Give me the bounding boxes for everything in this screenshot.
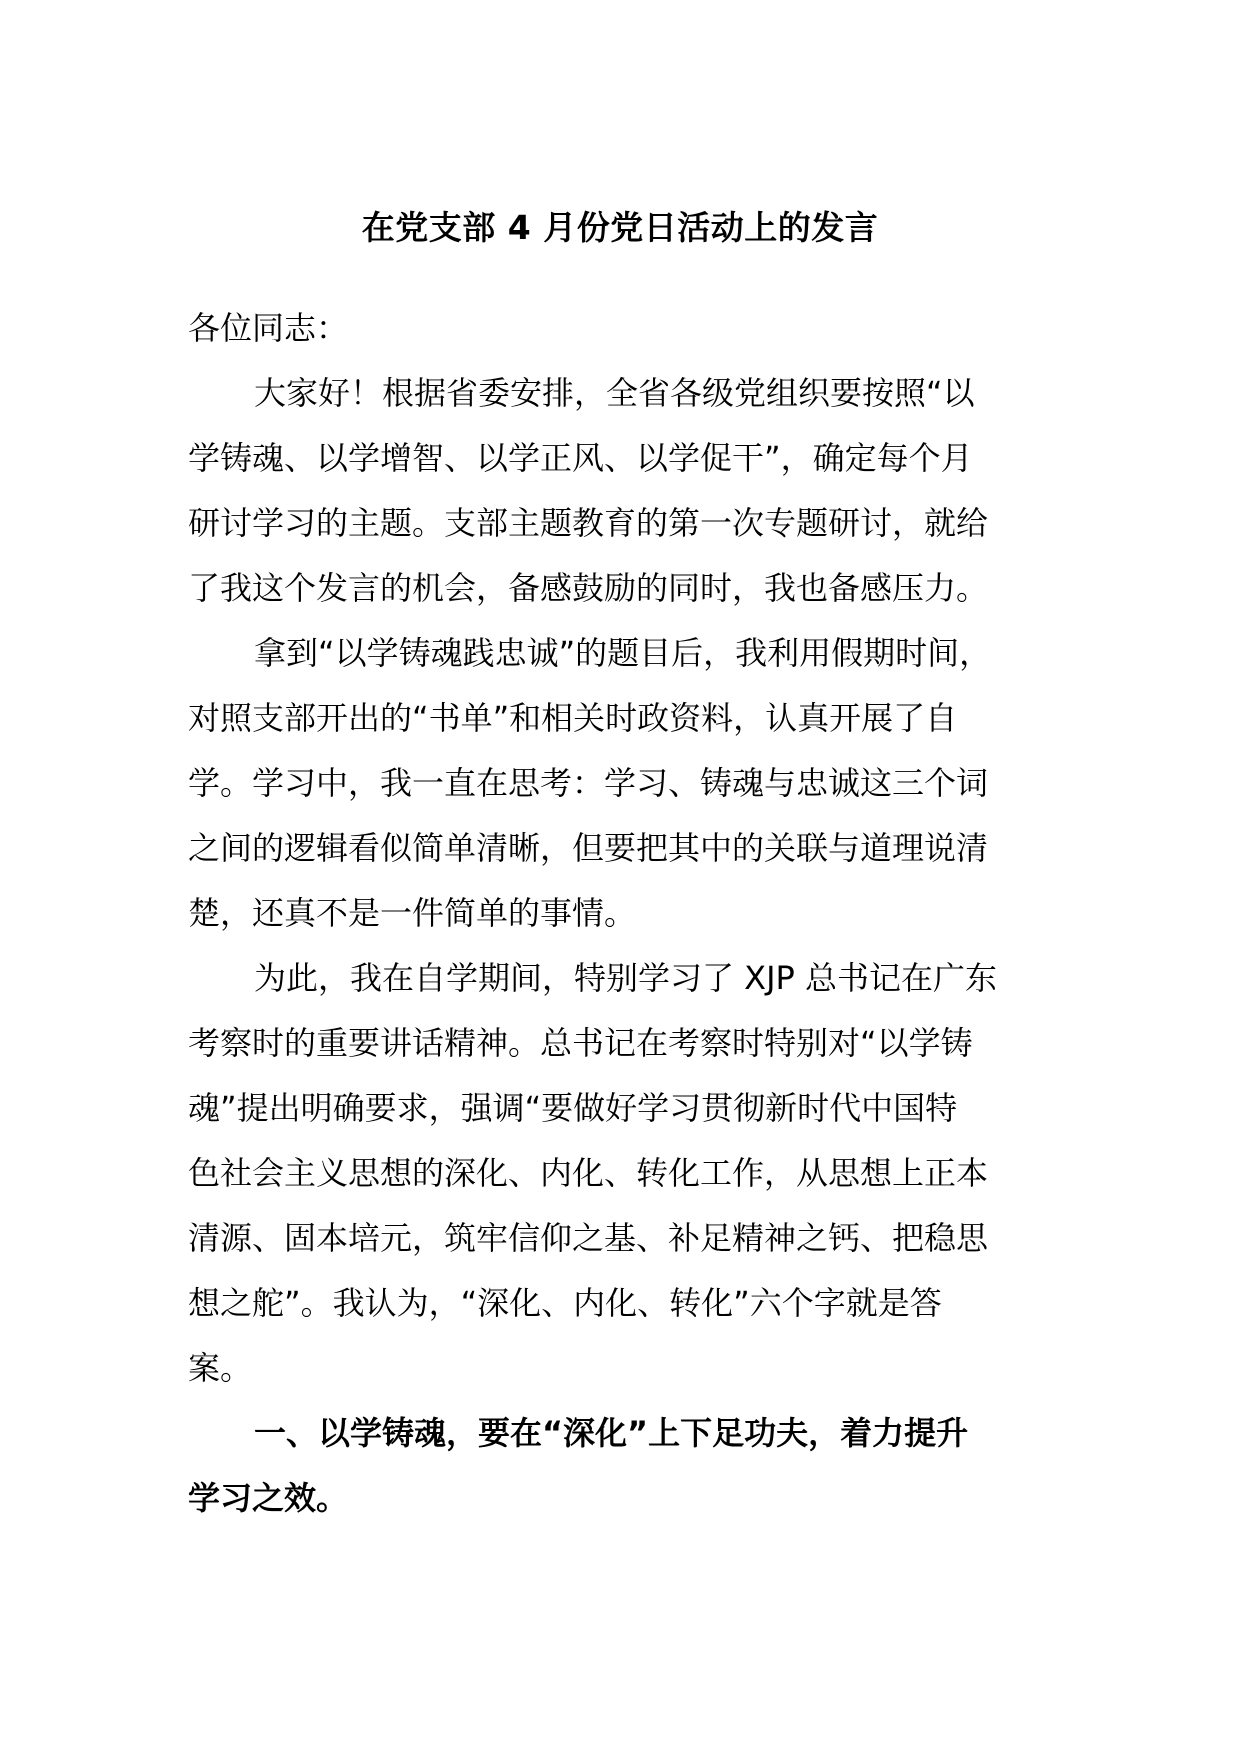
paragraph-2 xyxy=(188,621,1048,946)
section-heading-line: 一、以学铸魂，要在“深化”上下足功夫，着力提升 xyxy=(254,1414,969,1452)
paragraph-line: 楚，还真不是一件简单的事情。 xyxy=(188,894,637,932)
paragraph-line: 对照支部开出的“书单”和相关时政资料，认真开展了自 xyxy=(188,699,958,737)
salutation xyxy=(188,296,1048,361)
paragraph-line: 大家好！根据省委安排，全省各级党组织要按照“以 xyxy=(254,374,975,412)
paragraph-3 xyxy=(188,946,1048,1401)
paragraph-line: 色社会主义思想的深化、内化、转化工作，从思想上正本 xyxy=(188,1154,989,1192)
paragraph-line: 研讨学习的主题。支部主题教育的第一次专题研讨，就给 xyxy=(188,504,989,542)
paragraph-1 xyxy=(188,361,1048,621)
section-heading xyxy=(188,1401,1048,1531)
paragraph-line: 清源、固本培元，筑牢信仰之基、补足精神之钙、把稳思 xyxy=(188,1219,989,1257)
document-title: 在党支部 4 月份党日活动上的发言 xyxy=(361,208,879,247)
paragraph-line: 想之舵”。我认为，“深化、内化、转化”六个字就是答 xyxy=(188,1284,942,1322)
paragraph-line: 魂”提出明确要求，强调“要做好学习贯彻新时代中国特 xyxy=(188,1089,958,1127)
paragraph-line: 之间的逻辑看似简单清晰，但要把其中的关联与道理说清 xyxy=(188,829,989,867)
paragraph-line: 考察时的重要讲话精神。总书记在考察时特别对“以学铸 xyxy=(188,1024,973,1062)
paragraph-line: 学铸魂、以学增智、以学正风、以学促干”，确定每个月 xyxy=(188,439,973,477)
paragraph-line: 学。学习中，我一直在思考：学习、铸魂与忠诚这三个词 xyxy=(188,764,989,802)
paragraph-line: 为此，我在自学期间，特别学习了 XJP 总书记在广东 xyxy=(254,959,998,997)
document-body xyxy=(188,296,1048,1531)
paragraph-line: 案。 xyxy=(188,1349,253,1387)
salutation-line: 各位同志： xyxy=(188,309,349,347)
section-heading-line: 学习之效。 xyxy=(188,1479,349,1517)
paragraph-line: 拿到“以学铸魂践忠诚”的题目后，我利用假期时间， xyxy=(254,634,992,672)
paragraph-line: 了我这个发言的机会，备感鼓励的同时，我也备感压力。 xyxy=(188,569,989,607)
